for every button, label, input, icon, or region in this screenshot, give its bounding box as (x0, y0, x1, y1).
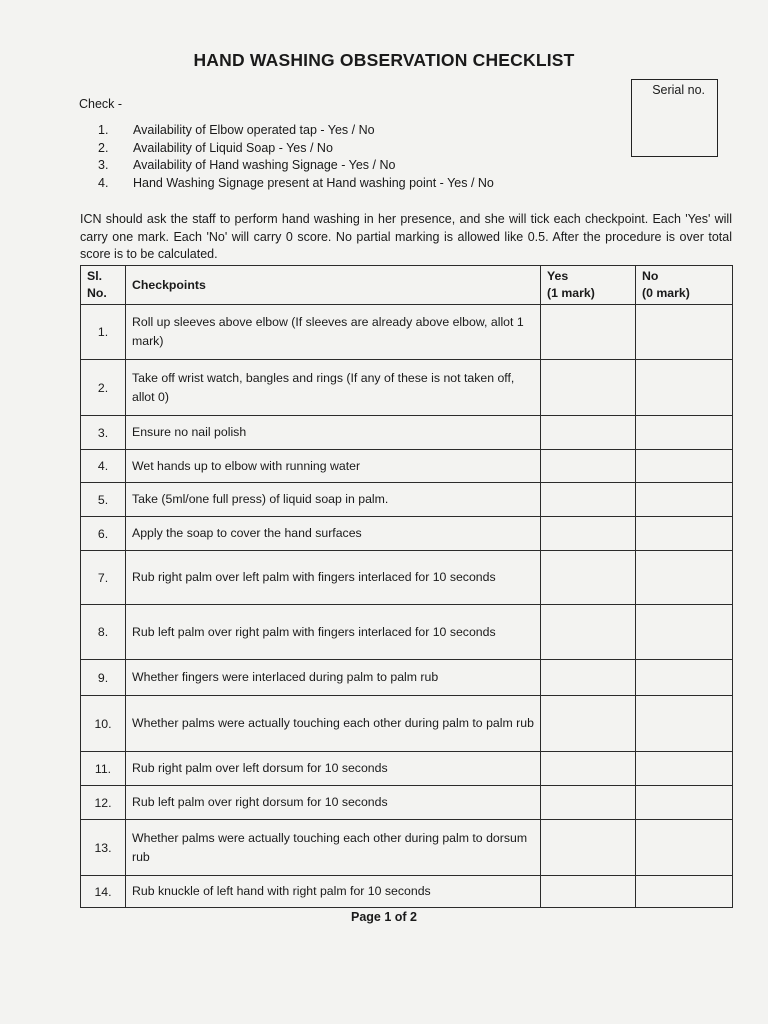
table-header-row (81, 266, 733, 305)
table-row (81, 305, 733, 360)
check-item (98, 176, 494, 194)
yes-cell[interactable] (541, 360, 636, 416)
table-row (81, 605, 733, 660)
yes-cell[interactable] (541, 752, 636, 786)
row-number: 9. (81, 660, 126, 696)
table-row (81, 416, 733, 450)
check-label: Check - (79, 97, 123, 111)
check-item (98, 123, 494, 141)
row-number: 8. (81, 605, 126, 660)
sl-header-line2: No. (87, 286, 107, 300)
table-row (81, 786, 733, 820)
row-number: 3. (81, 416, 126, 450)
check-item (98, 158, 494, 176)
serial-number-box (631, 79, 718, 157)
no-cell[interactable] (636, 483, 733, 517)
yes-cell[interactable] (541, 305, 636, 360)
row-checkpoint: Take (5ml/one full press) of liquid soap in palm. (126, 483, 541, 517)
table-row (81, 660, 733, 696)
check-item (98, 141, 494, 159)
row-number: 7. (81, 551, 126, 605)
yes-cell[interactable] (541, 876, 636, 908)
check-list (98, 123, 494, 193)
no-cell[interactable] (636, 305, 733, 360)
no-cell[interactable] (636, 551, 733, 605)
row-number: 11. (81, 752, 126, 786)
table-row (81, 483, 733, 517)
check-item-number: 3. (98, 158, 109, 172)
row-checkpoint: Whether fingers were interlaced during palm to palm rub (126, 660, 541, 696)
row-number: 5. (81, 483, 126, 517)
sl-no-header (81, 266, 126, 305)
yes-header-line2: (1 mark) (547, 286, 595, 300)
yes-cell[interactable] (541, 605, 636, 660)
no-header-line1: No (642, 269, 659, 283)
check-item-text: Availability of Hand washing Signage - Yes / No (133, 158, 396, 172)
no-cell[interactable] (636, 752, 733, 786)
instructions-paragraph: ICN should ask the staff to perform hand washing in her presence, and she will tick each checkpoint. Each 'Yes' will carry one mark. Each 'No' will carry 0 score. No partial marking is allowed like 0.5. After the procedure is over total score is to be calculated. (80, 212, 732, 261)
table-row (81, 752, 733, 786)
table-row (81, 517, 733, 551)
check-item-text: Availability of Elbow operated tap - Yes / No (133, 123, 375, 137)
no-cell[interactable] (636, 416, 733, 450)
table-row (81, 360, 733, 416)
row-checkpoint: Whether palms were actually touching each other during palm to dorsum rub (126, 820, 541, 876)
row-checkpoint: Rub right palm over left dorsum for 10 seconds (126, 752, 541, 786)
row-checkpoint: Rub right palm over left palm with fingers interlaced for 10 seconds (126, 551, 541, 605)
table-row (81, 450, 733, 483)
row-checkpoint: Wet hands up to elbow with running water (126, 450, 541, 483)
no-cell[interactable] (636, 786, 733, 820)
page-number: Page 1 of 2 (351, 910, 417, 924)
no-cell[interactable] (636, 450, 733, 483)
row-checkpoint: Ensure no nail polish (126, 416, 541, 450)
no-header (636, 266, 733, 305)
yes-cell[interactable] (541, 786, 636, 820)
row-checkpoint: Rub left palm over right dorsum for 10 seconds (126, 786, 541, 820)
row-number: 1. (81, 305, 126, 360)
check-item-text: Hand Washing Signage present at Hand washing point - Yes / No (133, 175, 494, 190)
yes-cell[interactable] (541, 660, 636, 696)
no-cell[interactable] (636, 696, 733, 752)
yes-cell[interactable] (541, 450, 636, 483)
yes-cell[interactable] (541, 820, 636, 876)
serial-number-label: Serial no. (652, 83, 705, 97)
no-cell[interactable] (636, 517, 733, 551)
table-row (81, 876, 733, 908)
row-number: 6. (81, 517, 126, 551)
no-cell[interactable] (636, 876, 733, 908)
row-checkpoint: Whether palms were actually touching each other during palm to palm rub (126, 696, 541, 752)
yes-cell[interactable] (541, 551, 636, 605)
no-cell[interactable] (636, 605, 733, 660)
yes-header (541, 266, 636, 305)
table-row (81, 820, 733, 876)
row-number: 4. (81, 450, 126, 483)
table-row (81, 551, 733, 605)
row-number: 12. (81, 786, 126, 820)
row-number: 14. (81, 876, 126, 908)
sl-header-line1: Sl. (87, 269, 103, 283)
page-title: HAND WASHING OBSERVATION CHECKLIST (193, 50, 575, 70)
no-cell[interactable] (636, 360, 733, 416)
yes-cell[interactable] (541, 517, 636, 551)
row-checkpoint: Take off wrist watch, bangles and rings (If any of these is not taken off, allot 0) (126, 360, 541, 416)
yes-header-line1: Yes (547, 269, 569, 283)
yes-cell[interactable] (541, 696, 636, 752)
yes-cell[interactable] (541, 416, 636, 450)
no-cell[interactable] (636, 660, 733, 696)
row-checkpoint: Rub left palm over right palm with fingers interlaced for 10 seconds (126, 605, 541, 660)
no-header-line2: (0 mark) (642, 286, 690, 300)
check-item-number: 2. (98, 140, 109, 155)
yes-cell[interactable] (541, 483, 636, 517)
row-number: 10. (81, 696, 126, 752)
no-cell[interactable] (636, 820, 733, 876)
row-checkpoint: Apply the soap to cover the hand surfaces (126, 517, 541, 551)
row-number: 2. (81, 360, 126, 416)
checkpoints-header: Checkpoints (126, 266, 541, 305)
row-checkpoint: Rub knuckle of left hand with right palm for 10 seconds (126, 876, 541, 908)
check-item-number: 1. (98, 123, 109, 137)
check-item-text: Availability of Liquid Soap - Yes / No (133, 140, 333, 155)
checklist-table (80, 265, 733, 908)
row-checkpoint: Roll up sleeves above elbow (If sleeves are already above elbow, allot 1 mark) (126, 305, 541, 360)
row-number: 13. (81, 820, 126, 876)
table-row (81, 696, 733, 752)
check-item-number: 4. (98, 175, 109, 190)
